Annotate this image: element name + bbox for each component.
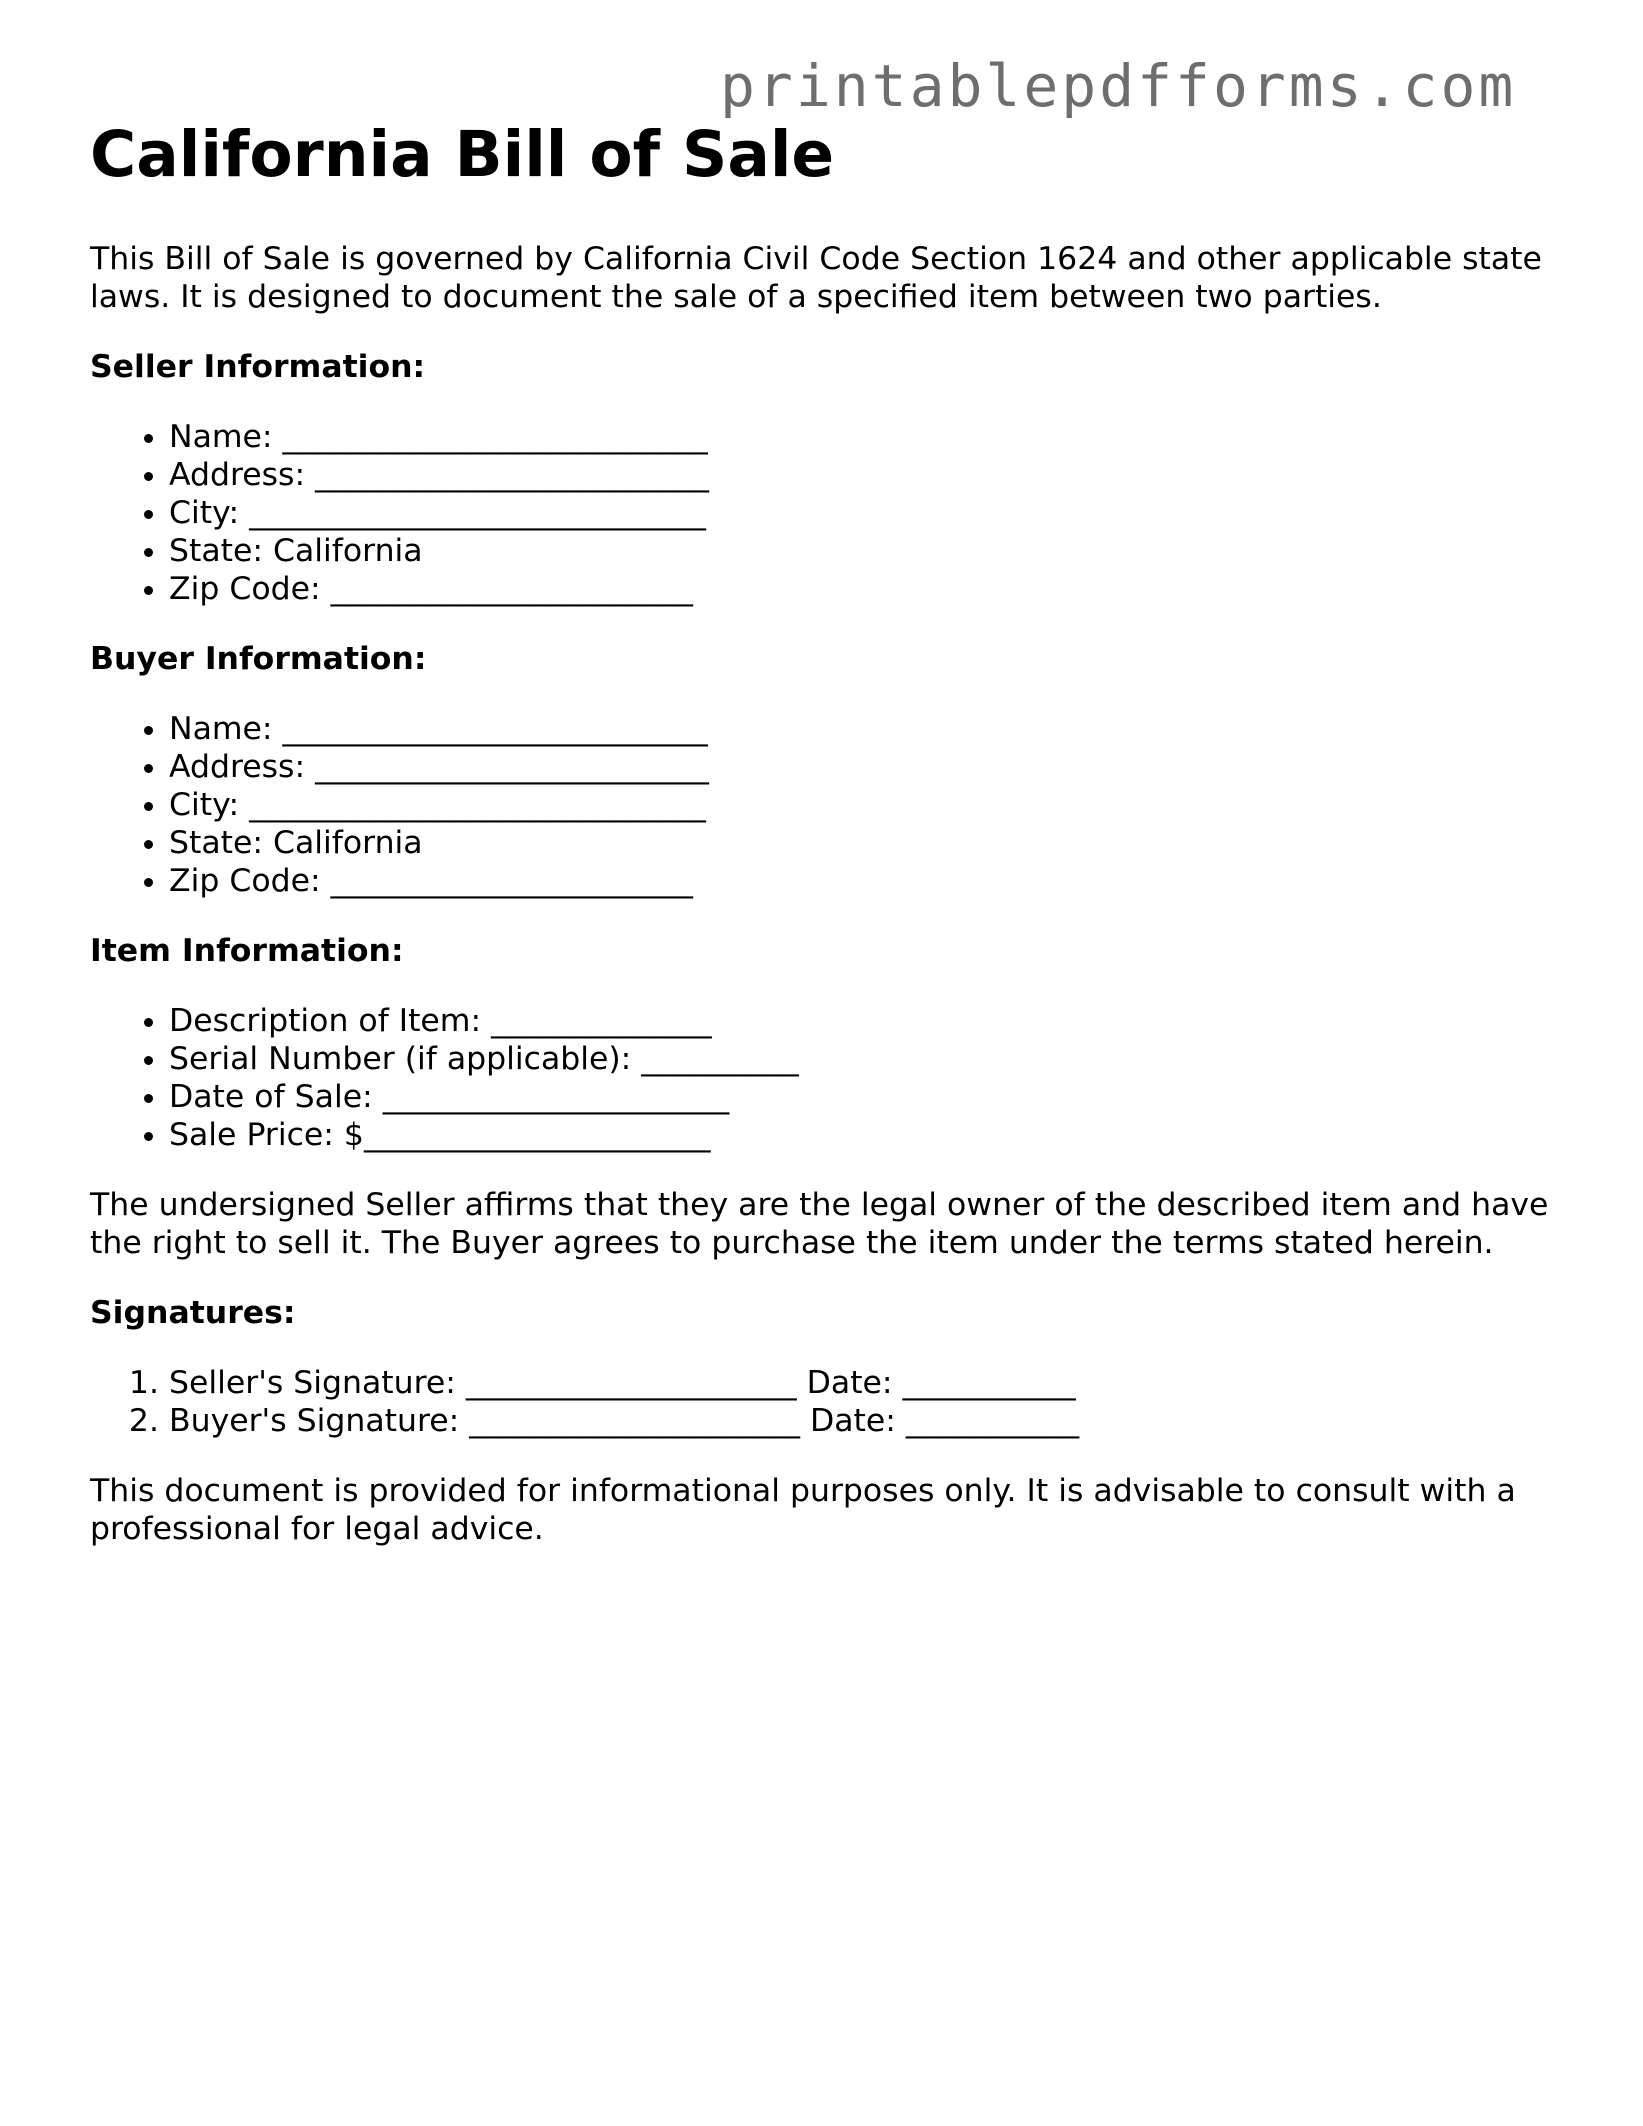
intro-paragraph: This Bill of Sale is governed by California Civil Code Section 1624 and other applicable state laws. It is designed to document the sale of a specified item between two parties. [90,241,1542,315]
seller-heading: Seller Information: [90,349,426,385]
buyer-heading: Buyer Information: [90,641,427,677]
seller-signature-field: 1. Seller's Signature: _____________________ Date: ___________ [169,1364,1570,1402]
buyer-city-field: • City: _____________________________ [169,786,1570,824]
page-title: California Bill of Sale [90,118,835,191]
seller-state-field: • State: California [169,532,1570,570]
seller-zip-field: • Zip Code: _______________________ [169,570,1570,608]
watermark: printablepdfforms.com [720,52,1517,120]
buyer-signature-field: 2. Buyer's Signature: _____________________ Date: ___________ [169,1402,1570,1440]
item-date-field: • Date of Sale: ______________________ [169,1078,1570,1116]
disclaimer-paragraph: This document is provided for informational purposes only. It is advisable to consult with a professional for legal advice. [90,1473,1516,1547]
buyer-address-field: • Address: _________________________ [169,748,1570,786]
item-list [90,1002,1570,1154]
document-body [90,112,1570,1548]
seller-name-field: • Name: ___________________________ [169,418,1570,456]
buyer-name-field: • Name: ___________________________ [169,710,1570,748]
buyer-state-field: • State: California [169,824,1570,862]
seller-list [90,418,1570,608]
seller-address-field: • Address: _________________________ [169,456,1570,494]
affirmation-paragraph: The undersigned Seller affirms that they are the legal owner of the described item and have the right to sell it. The Buyer agrees to purchase the item under the terms stated herein. [90,1187,1549,1261]
item-heading: Item Information: [90,933,404,969]
item-serial-field: • Serial Number (if applicable): __________ [169,1040,1570,1078]
buyer-list [90,710,1570,900]
item-price-field: • Sale Price: $______________________ [169,1116,1570,1154]
item-description-field: • Description of Item: ______________ [169,1002,1570,1040]
signatures-heading: Signatures: [90,1295,296,1331]
buyer-zip-field: • Zip Code: _______________________ [169,862,1570,900]
seller-city-field: • City: _____________________________ [169,494,1570,532]
signatures-list [90,1364,1570,1440]
